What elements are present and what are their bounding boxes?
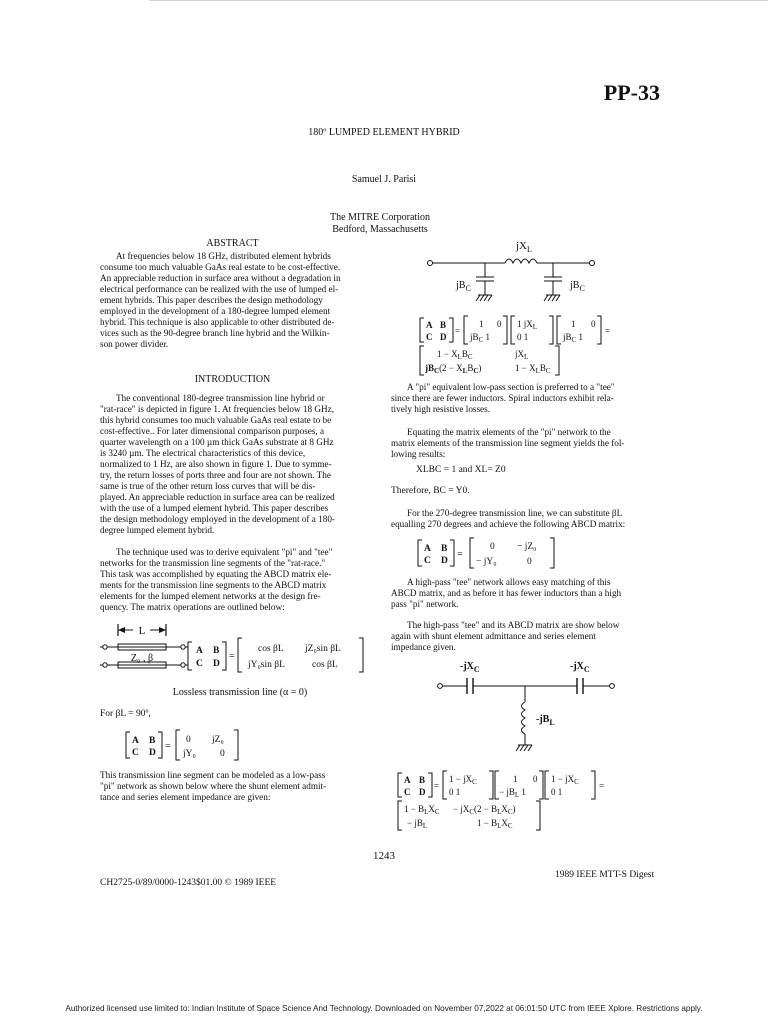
tee-res-r1b: − $jX_C(2 - B_LX_C)$ [453,804,516,816]
svg-text:B: B [441,544,448,554]
abstract-text: At frequencies below 18 GHz, distributed element hybrids consume too much valuable GaAs real estate to be cost-effective. An appreciable reduction in surface area without a degradation in electrical performance can be realized with the use of lumped el- ement hybrids. This paper describes the design methodology employed in the development of a 180-degree lumped element hybrid. This technique is also applicable to other distributed de- vices such as the 90-degree branch line hybrid and the Wilkin- son power divider. [100,251,341,349]
introduction-para2: The technique used was to derive equivalent "pi" and "tee" networks for the transmission line segments of the "rat-race." This task was accomplished by equating the ABCD matrix ele- ments for the transmission line segments to the ABCD matrix elements for the lumped element networks at the design fre- quency. The matrix operations are outlined below: [100,547,333,612]
m2-r22: 0 [220,749,225,759]
m1-c: C [196,659,203,669]
svg-text:1: 1 [571,319,576,329]
m1-a: A [196,646,203,656]
svg-text:0: 0 [497,319,502,329]
svg-text:B: B [149,736,156,746]
pi-matrix-equation [415,315,645,377]
svg-text:0 1: 0 1 [551,787,563,797]
m270-r21: − jY₀ [476,557,497,567]
m2-r21: jY₀ [183,749,196,759]
pi-m3-r2: $jB_C$ 1 [563,332,583,344]
svg-text:C: C [424,556,431,566]
affiliation [305,212,455,236]
svg-text:=: = [599,781,605,791]
tee-res-r2b: $1 - B_LX_C$ [477,818,513,830]
transmission-line-figure [100,620,375,680]
right-para1: A "pi" equivalent low-pass section is preferred to a "tee" since there are fewer inductors. Spiral inductors exhibit rela- tively high resistive losses. [391,382,615,414]
lossless-caption: Lossless transmission line (α = 0) [172,687,308,698]
svg-text:B: B [419,775,426,785]
paper-title: 180º LUMPED ELEMENT HYBRID [308,127,460,138]
m1-r12: jZ₀sin βL [305,644,341,654]
line-parameter-label: Z₀ , β [130,653,154,664]
svg-text:=: = [457,549,463,560]
m1-r11: cos βL [258,644,284,654]
tee-network-figure [430,655,630,765]
series-label: $jX_L$ [516,240,532,254]
svg-text:1 − jXC: $1 - jX_C$ [449,774,477,786]
cap2-label: $-jX_C$ [570,661,590,674]
pi-network-figure [420,236,610,316]
m270-r11: 0 [490,542,495,552]
length-label: L [138,625,146,637]
quarter-wave-matrix [120,728,250,764]
inductor-label: $-jB_L$ [536,714,555,727]
svg-text:A: A [424,544,431,554]
right-para5: The high-pass "tee" and its ABCD matrix are show below again with shunt element admittance and series element impedance given. [391,620,620,652]
equation-xl-bc: XLBC = 1 and XL= Z0 [416,465,506,475]
pi-res-r1a: $1 - X_LB_C$ [437,349,473,361]
right-para2: Equating the matrix elements of the "pi" network to the matrix elements of the transmission line segment yields the fol- lowing results: [391,427,625,459]
svg-text:=: = [455,326,461,336]
abstract-heading: ABSTRACT [206,238,259,249]
m270-r12: − jZ₀ [517,542,537,552]
svg-text:1 − jXC: $1 - jX_C$ [551,774,579,786]
right-para3: For the 270-degree transmission line, we can substitute βL equalling 270 degrees and achieve the following ABCD matrix: [391,508,626,529]
author: Samuel J. Parisi [351,174,417,185]
m2-r12: jZ₀ [212,735,224,745]
affiliation-location: Bedford, Massachusetts [332,224,428,235]
cap1-label: $-jX_C$ [460,661,480,674]
abstract-body [100,251,372,350]
svg-text:A: A [404,775,411,785]
svg-text:D: D [440,332,447,342]
page-number: 1243 [373,850,395,862]
authorized-use-notice: Authorized licensed use limited to: Indian Institute of Space Science And Technology. Downloaded on November 07,2022 at 06:01:50 UTC from IEEE Xplore. Restrictions apply. [65,1004,703,1013]
svg-text:0 1: 0 1 [517,332,529,342]
svg-text:B: B [440,320,447,330]
svg-text:=: = [605,326,611,336]
introduction-para1: The conventional 180-degree transmission line hybrid or "rat-race" is depicted in figure 1. At frequencies below 18 GHz, this hybrid consumes too much valuable GaAs real estate to be cost-effective.. For later dimensional comparison purposes, a quarter wavelength on a 100 µm thick GaAs substrate at 8 GHz is 3240 µm. The electrical characteristics of this device, normalized to 1 Hz, are also shown in figure 1. Due to symme- try, the return losses of ports three and four are not shown. The same is true of the other return loss curves that will be dis- played. An appreciable reduction in surface area can be realized with the use of a lumped element hybrid. This paper describes the design methodology employed in the development of a 180- degree lumped element hybrid. [100,393,335,535]
svg-text:D: D [149,748,156,758]
introduction-para3: This transmission line segment can be modeled as a low-pass "pi" network as shown below where the shunt element admit- tance and series element impedance are given: [100,770,327,802]
pi-res-r2b: $1 - X_LB_C$ [515,363,551,375]
pi-res-r2a: $jB_C(2 - X_LB_C)$ [425,363,482,375]
shunt1-label: $jB_C$ [456,280,471,293]
pi-m1-r2: $jB_C$ 1 [470,332,490,344]
svg-text:A: A [132,736,139,746]
svg-text:C: C [132,748,139,758]
digest-label: 1989 IEEE MTT-S Digest [555,870,655,880]
svg-text:C: C [426,332,433,342]
svg-text:0: 0 [533,774,538,784]
right-para4: A high-pass "tee" network allows easy matching of this ABCD matrix, and as before it has fewer inductors than a high pass "pi" network. [391,577,622,609]
svg-text:D: D [441,556,448,566]
equation-bc-y0: Therefore, BC = Y0. [391,486,470,496]
top-rule [150,0,768,1]
svg-text:1: 1 [513,774,518,784]
tee-res-r2a: − $jB_L$ [407,818,428,830]
m2-r11: 0 [186,735,191,745]
copyright-line: CH2725-0/89/0000-1243$01.00 © 1989 IEEE [100,878,277,888]
for-beta-label: For βL = 90º, [100,709,151,719]
introduction-heading: INTRODUCTION [194,374,271,385]
pi-m2-r1: 1 $jX_L$ [517,319,538,331]
svg-text:C: C [404,787,411,797]
matrix-270 [412,535,562,571]
svg-text:=: = [229,651,235,662]
shunt2-label: $jB_C$ [570,280,585,293]
paper-code: PP-33 [603,80,660,105]
m1-r21: jY₀sin βL [248,660,285,670]
m1-r22: cos βL [312,660,338,670]
m270-r22: 0 [527,557,532,567]
svg-text:0 1: 0 1 [449,787,461,797]
svg-text:A: A [426,320,433,330]
affiliation-org: The MITRE Corporation [330,212,430,223]
pi-res-r1b: $jX_L$ [515,349,529,361]
svg-text:0: 0 [591,319,596,329]
tee-res-r1a: $1 - B_LX_C$ [404,804,440,816]
svg-text:D: D [419,787,426,797]
svg-text:=: = [434,781,440,791]
m1-d: D [213,659,220,669]
tee-matrix-equation [393,770,643,832]
svg-text:− jBL 1: − $jB_L$ 1 [499,787,526,799]
m1-b: B [213,646,220,656]
svg-text:1: 1 [479,319,484,329]
svg-text:=: = [165,741,171,752]
